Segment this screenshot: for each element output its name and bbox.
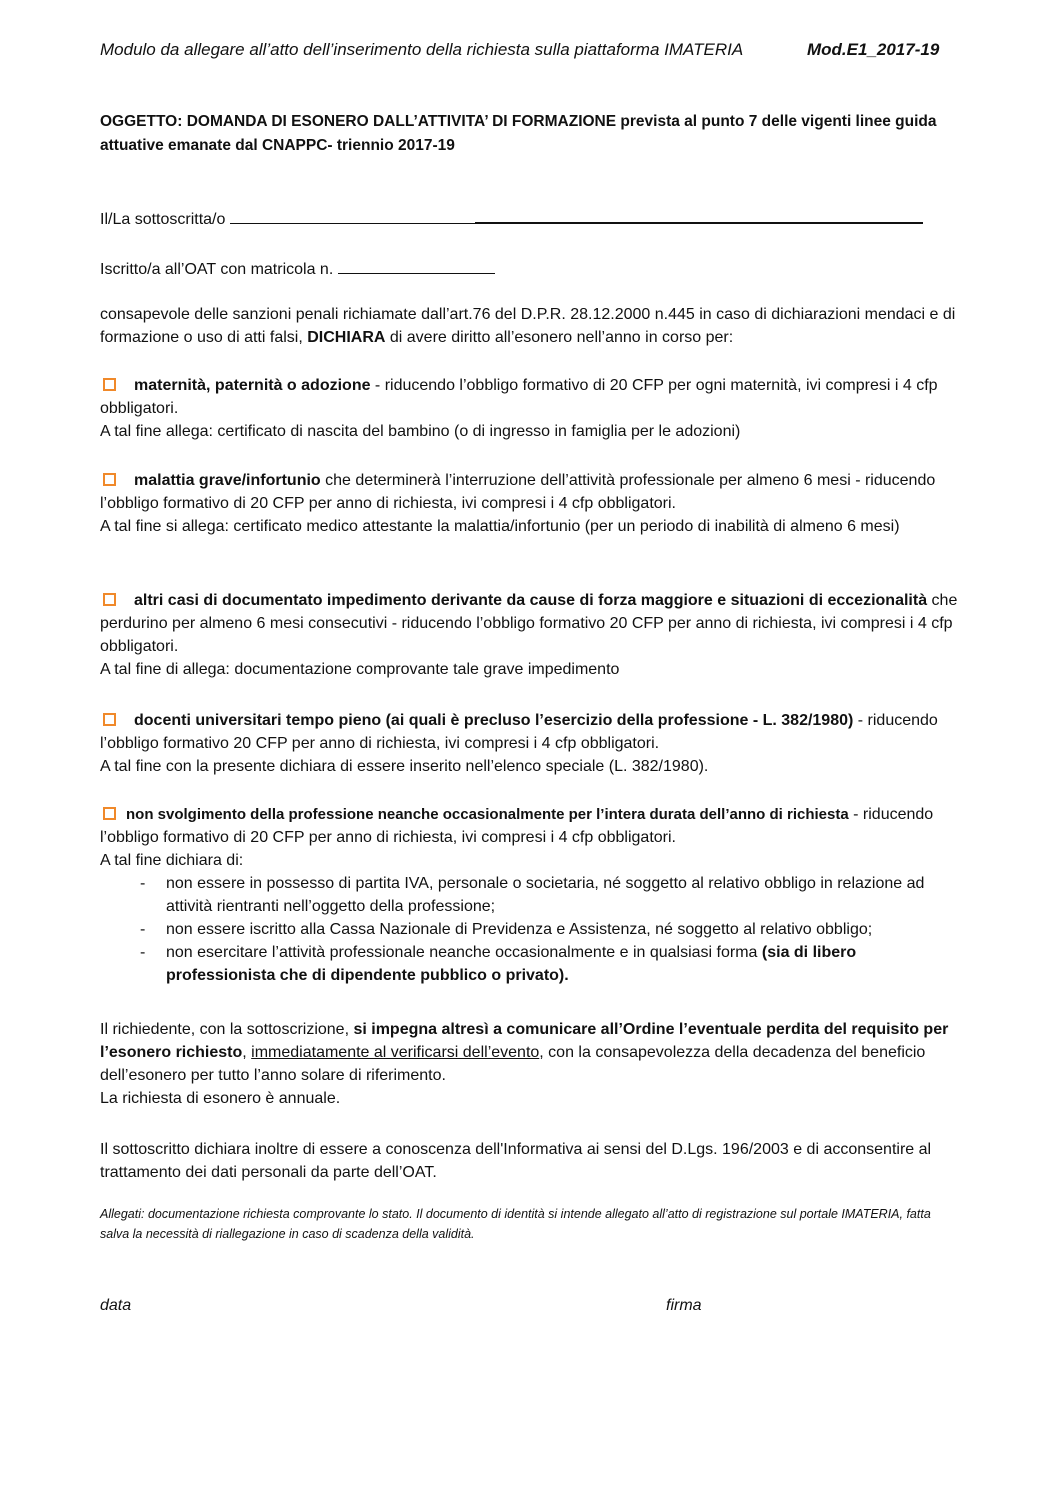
option-note: A tal fine dichiara di:: [100, 852, 244, 869]
list-item: [100, 941, 960, 987]
form-code: Mod.E1_2017-19: [807, 40, 940, 59]
signature-label: firma: [666, 1297, 702, 1314]
option-title: non svolgimento della professione neanche occasionalmente per l’intera durata dell’anno di richiesta: [126, 806, 849, 823]
subject: [100, 110, 960, 158]
option-title: malattia grave/infortunio: [134, 472, 321, 489]
commitment: [100, 1018, 960, 1110]
option-text: - riducendo l’obbligo formativo 20 CFP per anno di richiesta, ivi compresi i 4 cfp obbligatori.: [100, 712, 938, 752]
subject-detail: prevista al punto 7 delle vigenti linee guida attuative emanate dal CNAPPC- triennio 2017-19: [100, 113, 937, 154]
header-title: Modulo da allegare all’atto dell’inserimento della richiesta sulla piattaforma IMATERIA: [100, 40, 744, 59]
list-item: - non essere in possesso di partita IVA, personale o societaria, né soggetto al relativo obbligo in relazione ad attività rientranti nell’oggetto della professione;: [100, 872, 960, 918]
option-text: - riducendo l’obbligo formativo di 20 CFP per ogni maternità, ivi compresi i 4 cfp obbligatori.: [100, 377, 938, 417]
undersigned-label: Il/La sottoscritta/o: [100, 211, 226, 228]
list-item: - non essere iscritto alla Cassa Nazionale di Previdenza e Assistenza, né soggetto al relativo obbligo;: [100, 918, 960, 941]
privacy-statement: Il sottoscritto dichiara inoltre di essere a conoscenza dell'Informativa ai sensi del D.Lgs. 196/2003 e di acconsentire al trattamento dei dati personali da parte dell’OAT.: [100, 1141, 932, 1181]
list-item-bold: (sia di libero professionista che di dipendente pubblico o privato).: [166, 944, 857, 984]
option-university-teachers: [100, 709, 960, 778]
undersigned-row: [100, 206, 923, 231]
declaration-text-end: di avere diritto all’esonero nell’anno in corso per:: [385, 329, 734, 346]
option-title: maternità, paternità o adozione: [134, 377, 371, 394]
list-item-text: non esercitare l’attività professionale neanche occasionalmente e in qualsiasi forma: [166, 944, 762, 961]
option-no-profession: [100, 803, 960, 987]
requirements-list: [100, 872, 960, 987]
declaration: [100, 303, 960, 349]
checkbox-maternity[interactable]: [103, 378, 116, 391]
page-header: [100, 38, 960, 61]
option-note: A tal fine allega: certificato di nascita del bambino (o di ingresso in famiglia per le adozioni): [100, 423, 741, 440]
option-text: - riducendo l’obbligo formativo di 20 CFP per anno di richiesta, ivi compresi i 4 cfp obbligatori.: [100, 806, 934, 846]
option-title: altri casi di documentato impedimento derivante da cause di forza maggiore e situazioni di eccezionalità: [134, 592, 928, 609]
option-note: A tal fine di allega: documentazione comprovante tale grave impedimento: [100, 661, 620, 678]
option-text: che determinerà l’interruzione dell’attività professionale per almeno 6 mesi - riducendo l’obbligo formativo di 20 CFP per anno di richiesta, ivi compresi i 4 cfp obbligatori.: [100, 472, 936, 512]
undersigned-field-extension[interactable]: [475, 206, 923, 224]
subject-title: OGGETTO: DOMANDA DI ESONERO DALL’ATTIVITA’ DI FORMAZIONE: [100, 113, 617, 130]
registration-number-field[interactable]: [338, 257, 495, 274]
checkbox-force-majeure[interactable]: [103, 593, 116, 606]
checkbox-illness[interactable]: [103, 473, 116, 486]
registration-label: Iscritto/a all’OAT con matricola n.: [100, 261, 334, 278]
undersigned-field[interactable]: [230, 207, 475, 224]
declaration-text: consapevole delle sanzioni penali richiamate dall’art.76 del D.P.R. 28.12.2000 n.445 in caso di dichiarazioni mendaci e di formazione o uso di atti falsi,: [100, 306, 956, 346]
option-note: A tal fine con la presente dichiara di essere inserito nell’elenco speciale (L. 382/1980).: [100, 758, 709, 775]
option-title: docenti universitari tempo pieno (ai quali è precluso l’esercizio della professione - L. 382/1980): [134, 712, 854, 729]
declaration-keyword: DICHIARA: [307, 329, 386, 346]
registration-row: [100, 257, 495, 281]
option-note: A tal fine si allega: certificato medico attestante la malattia/infortunio (per un periodo di inabilità di almeno 6 mesi): [100, 518, 900, 535]
commitment-text: Il richiedente, con la sottoscrizione,: [100, 1021, 354, 1038]
date-label: data: [100, 1297, 132, 1314]
annual-note: La richiesta di esonero è annuale.: [100, 1090, 341, 1107]
attachments-note: Allegati: documentazione richiesta comprovante lo stato. Il documento di identità si intende allegato all’atto di registrazione sul portale IMATERIA, fatta salva la necessità di riallegazione in caso di scadenza della validità.: [100, 1207, 931, 1241]
checkbox-no-profession[interactable]: [103, 807, 116, 820]
option-maternity: [100, 374, 960, 443]
checkbox-university-teachers[interactable]: [103, 713, 116, 726]
option-text: che perdurino per almeno 6 mesi consecutivi - riducendo l’obbligo formativo 20 CFP per anno di richiesta, ivi compresi i 4 cfp obbligatori.: [100, 592, 958, 655]
commitment-underline: immediatamente al verificarsi dell’evento: [251, 1044, 540, 1061]
commitment-sep: ,: [242, 1044, 252, 1061]
commitment-bold: si impegna altresì a comunicare all’Ordine l’eventuale perdita del requisito per l’esonero richiesto: [100, 1021, 949, 1061]
option-force-majeure: [100, 589, 960, 681]
commitment-text-end: , con la consapevolezza della decadenza del beneficio dell’esonero per tutto l’anno solare di riferimento.: [100, 1044, 926, 1084]
option-illness: [100, 469, 960, 538]
